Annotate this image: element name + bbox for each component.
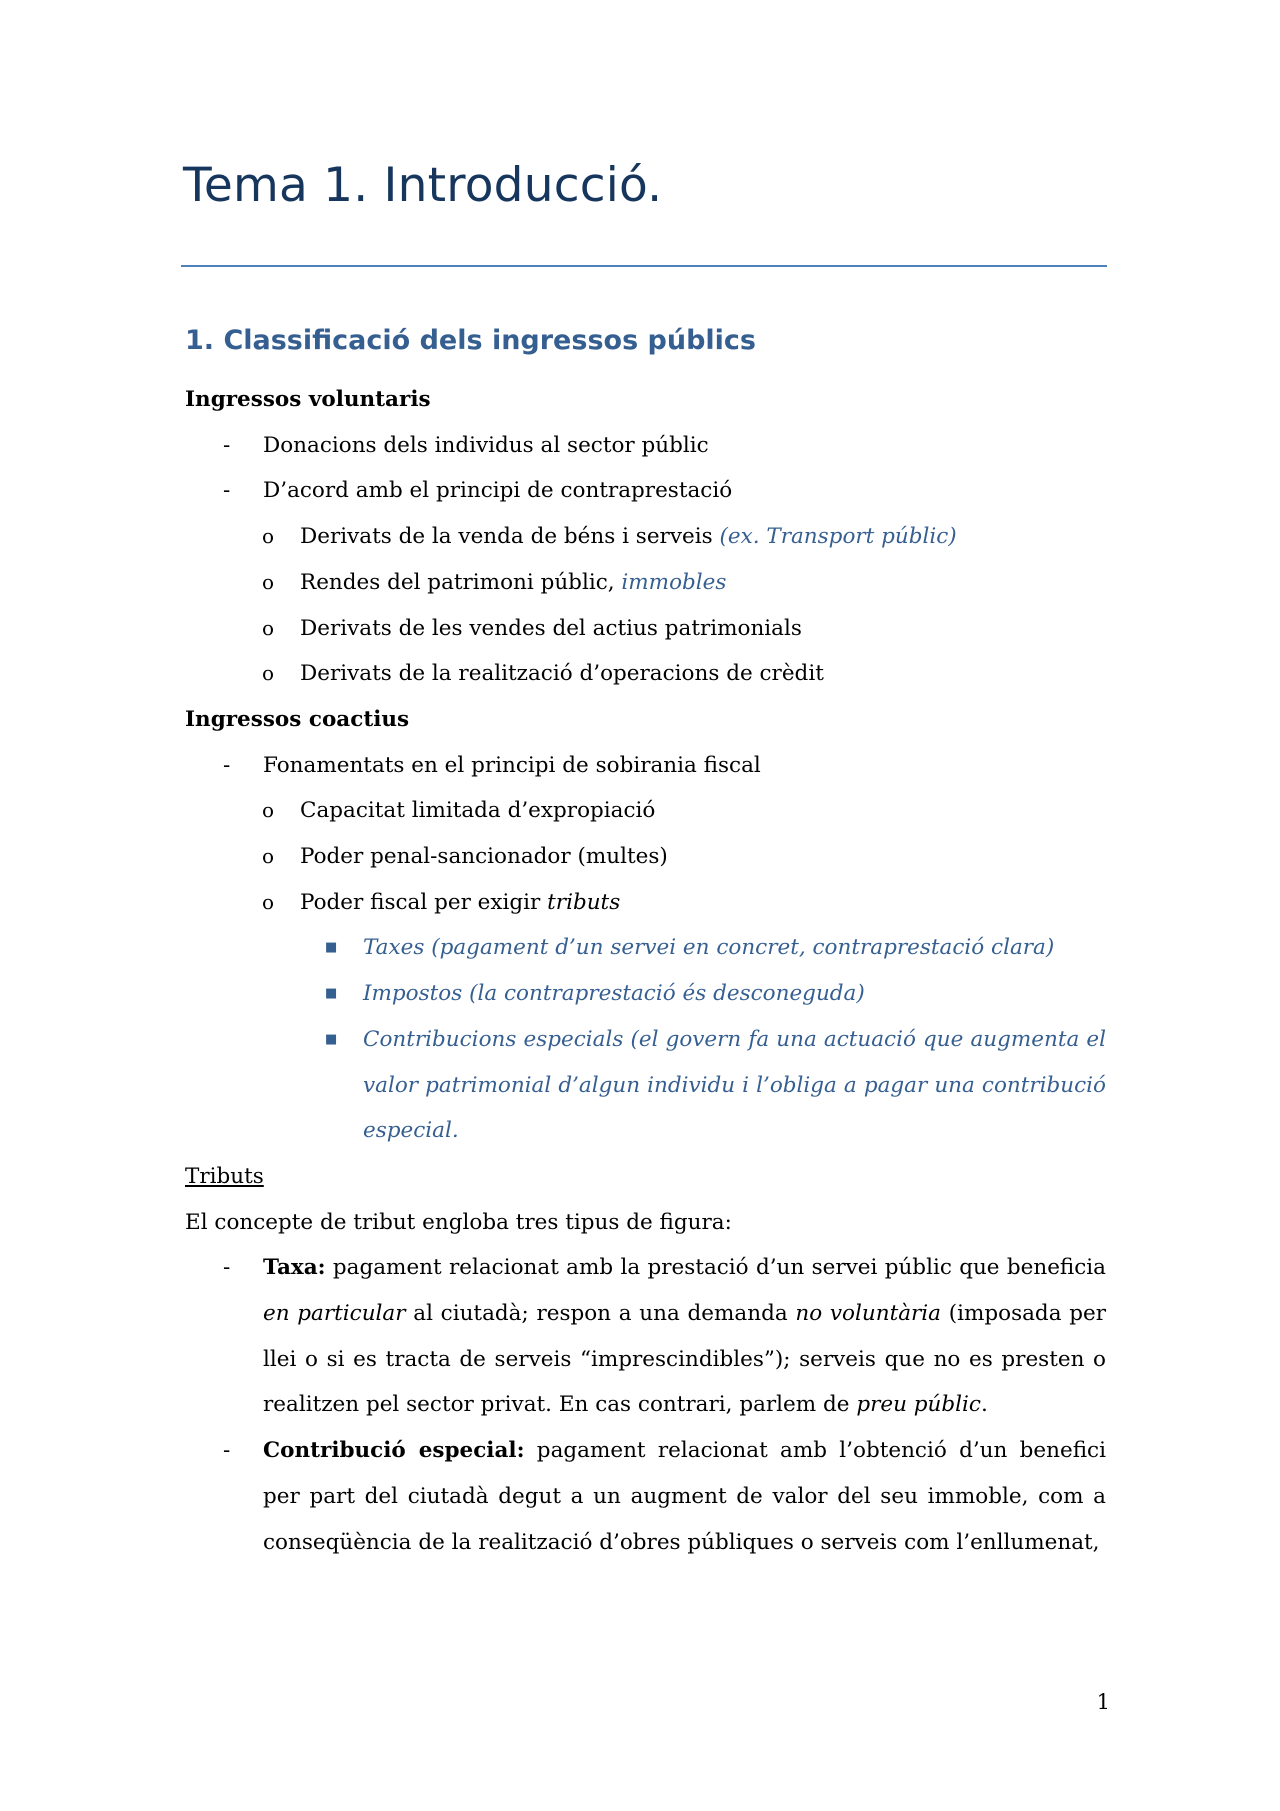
taxa-text: (imposada per llei o si es tracta de serveis “imprescindibles”); serveis que no es presten o realitzen pel sector privat. En cas contrari, parlem de (263, 1301, 1107, 1418)
term-taxa: Taxa: (263, 1255, 326, 1281)
sub-list-item (185, 788, 1106, 834)
list-item (185, 468, 1106, 514)
subheading-voluntaris: Ingressos voluntaris (185, 387, 431, 412)
circle-bullet: o (262, 844, 275, 869)
sub-item-text: Derivats de la venda de béns i serveis (300, 524, 720, 550)
page-number: 1 (1096, 1690, 1110, 1714)
list-item-text: Fonamentats en el principi de sobirania fiscal (263, 752, 761, 778)
dash-bullet: - (223, 752, 231, 778)
circle-bullet: o (262, 569, 275, 594)
square-bullet: ■ (325, 1031, 338, 1047)
square-bullet: ■ (325, 940, 338, 956)
square-bullet: ■ (325, 986, 338, 1002)
list-item (185, 423, 1106, 469)
circle-bullet: o (262, 889, 275, 914)
tribut-type-text: Impostos (la contraprestació és desconeguda) (363, 981, 865, 1007)
dash-bullet: - (223, 432, 231, 458)
sub-list-item (185, 880, 1106, 926)
list-item (185, 743, 1106, 789)
sub-item-text: Poder penal-sancionador (multes) (300, 844, 668, 870)
list-item-text: D’acord amb el principi de contraprestació (263, 478, 733, 504)
sub-item-text: Capacitat limitada d’expropiació (300, 798, 656, 824)
sub-list-item (185, 834, 1106, 880)
sub-item-text: Derivats de les vendes del actius patrimonials (300, 615, 802, 641)
dash-bullet: - (223, 478, 231, 504)
tributs-intro: El concepte de tribut engloba tres tipus de figura: (185, 1209, 732, 1235)
tribut-type-text: Contribucions especials (el govern fa una actuació que augmenta el valor patrimonial d’algun individu i l’obliga a pagar una contribució especial. (363, 1026, 1106, 1144)
subheading-coactius: Ingressos coactius (185, 706, 410, 732)
taxa-emphasis: preu públic (856, 1392, 981, 1418)
document-body (185, 377, 1106, 1565)
dash-bullet: - (223, 1255, 231, 1281)
sub-list-item (185, 606, 1106, 652)
circle-bullet: o (262, 661, 275, 686)
taxa-emphasis: no voluntària (795, 1301, 941, 1327)
dash-bullet: - (223, 1438, 231, 1464)
sub-item-note: (ex. Transport públic) (719, 524, 957, 550)
sub-item-text: Derivats de la realització d’operacions de crèdit (300, 661, 824, 687)
term-contribucio: Contribució especial: (263, 1438, 525, 1464)
sub-list-item (185, 560, 1106, 606)
taxa-emphasis: en particular (263, 1301, 406, 1327)
contribucio-text: pagament relacionat amb l’obtenció d’un benefici per part del ciutadà degut a un augment de valor del seu immoble, com a conseqüència de la realització d’obres públiques o serveis com l’enllumenat, (263, 1438, 1106, 1555)
sub-item-emphasis: tributs (547, 889, 621, 915)
tribut-type-item (185, 971, 1106, 1017)
sub-item-text: Rendes del patrimoni públic, (300, 569, 622, 595)
list-item-taxa (185, 1245, 1106, 1428)
taxa-text: . (980, 1392, 988, 1418)
section-heading: 1. Classificació dels ingressos públics (185, 325, 756, 356)
circle-bullet: o (262, 615, 275, 640)
tribut-type-item (185, 925, 1106, 971)
title-divider (181, 265, 1107, 267)
sub-item-text: Poder fiscal per exigir (300, 889, 548, 915)
sub-list-item (185, 651, 1106, 697)
tribut-type-item (185, 1017, 1106, 1154)
sub-list-item (185, 514, 1106, 560)
subheading-tributs: Tributs (185, 1163, 264, 1189)
page-title: Tema 1. Introducció. (183, 158, 663, 213)
taxa-text: pagament relacionat amb la prestació d’un servei públic que beneficia (325, 1255, 1106, 1281)
circle-bullet: o (262, 524, 275, 549)
list-item-contribucio (185, 1428, 1106, 1565)
sub-item-note: immobles (621, 569, 727, 595)
taxa-text: al ciutadà; respon a una demanda (405, 1301, 796, 1327)
list-item-text: Donacions dels individus al sector públic (263, 432, 709, 458)
circle-bullet: o (262, 798, 275, 823)
tribut-type-text: Taxes (pagament d’un servei en concret, contraprestació clara) (363, 935, 1055, 961)
